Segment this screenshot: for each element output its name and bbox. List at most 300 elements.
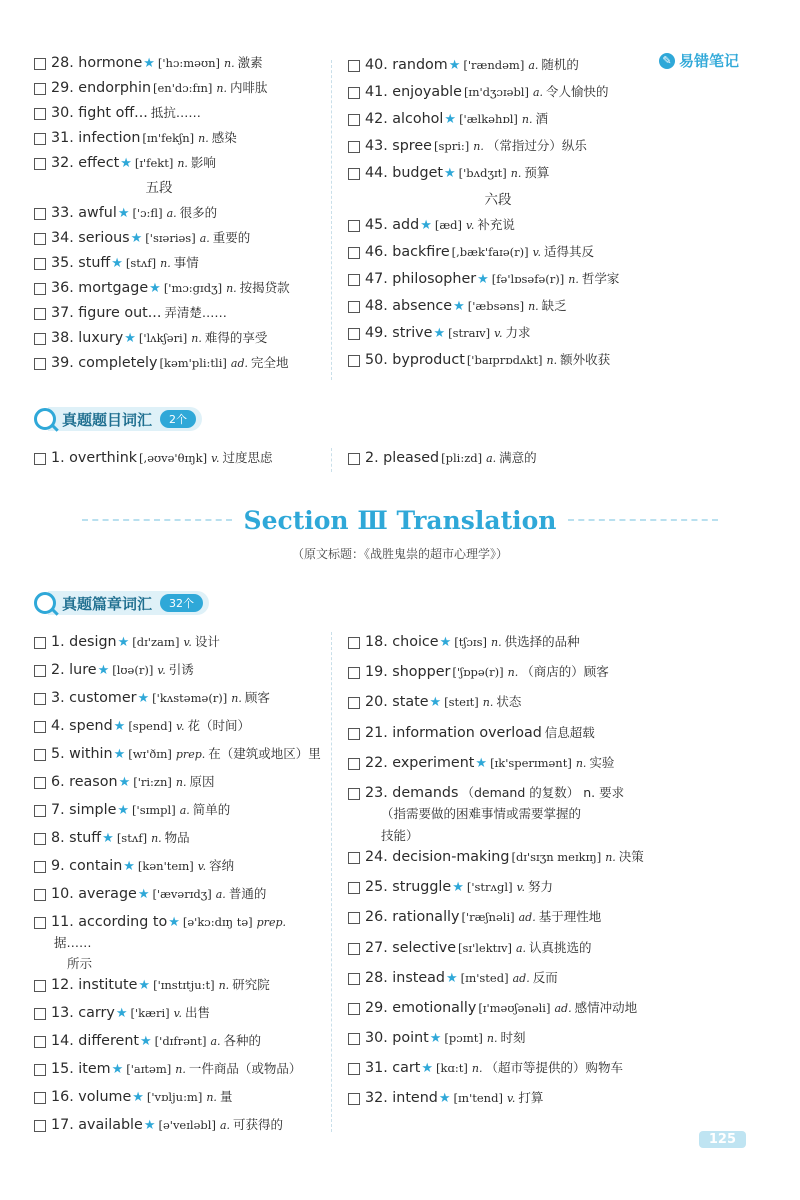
vocab-entry <box>348 907 648 937</box>
vocab-entry <box>34 78 324 103</box>
vocab-word: 12. institute <box>51 977 138 993</box>
phonetic: [straɪv] <box>448 326 491 340</box>
phonetic: [pɔɪnt] <box>444 1031 483 1046</box>
vocab-word: 29. endorphin <box>51 80 152 96</box>
vocab-text <box>51 203 324 224</box>
checkbox[interactable] <box>348 301 360 313</box>
vocab-entry <box>34 688 324 716</box>
section-title-text: Section Ⅲ Translation <box>243 505 557 535</box>
checkbox[interactable] <box>348 943 360 955</box>
definition: 很多的 <box>179 205 218 220</box>
vocab-text <box>365 55 648 76</box>
vocab-text <box>51 828 324 849</box>
phonetic: [ɪn'dʒɔɪəbl] <box>463 85 529 99</box>
checkbox[interactable] <box>348 141 360 153</box>
phonetic: [spri:] <box>433 139 470 153</box>
vocab-entry <box>348 269 648 296</box>
banner-title: 真题题目词汇 <box>62 410 153 429</box>
vocab-word: 21. information overload <box>365 724 542 741</box>
checkbox[interactable] <box>34 58 46 70</box>
vocab-text <box>51 772 324 793</box>
vocab-entry <box>348 1088 648 1118</box>
checkbox[interactable] <box>348 247 360 259</box>
vocab-entry <box>348 1028 648 1058</box>
vocab-word: 20. state <box>365 694 429 711</box>
vocab-word: 17. available <box>51 1117 143 1133</box>
definition: 感情冲动地 <box>574 999 638 1015</box>
part-of-speech: n. <box>191 332 202 345</box>
vocab-word: 24. decision-making <box>365 848 510 865</box>
star-icon: ★ <box>448 58 461 73</box>
vocab-entry <box>348 783 648 847</box>
vocab-entry <box>348 692 648 722</box>
vocab-text <box>365 662 648 683</box>
vocab-entry <box>348 632 648 662</box>
phonetic: [kɑ:t] <box>436 1061 468 1076</box>
vocab-entry <box>34 153 324 178</box>
definition: 努力 <box>527 879 553 895</box>
checkbox[interactable] <box>34 721 46 733</box>
vocab-word: 1. design <box>51 634 117 650</box>
star-icon: ★ <box>123 859 135 874</box>
checkbox[interactable] <box>348 274 360 286</box>
vocab-entry <box>34 744 324 772</box>
banner-title: 真题篇章词汇 <box>62 594 153 613</box>
question-word-left <box>34 448 324 473</box>
page-number: 125 <box>699 1131 746 1148</box>
vocab-text <box>51 716 324 737</box>
brand-title: 易错笔记 <box>679 52 740 70</box>
checkbox[interactable] <box>348 87 360 99</box>
checkbox[interactable] <box>348 788 360 800</box>
vocab-text <box>51 78 324 99</box>
checkbox[interactable] <box>34 283 46 295</box>
checkbox[interactable] <box>34 233 46 245</box>
part-of-speech: ad. <box>512 971 530 985</box>
question-word-right <box>348 448 638 473</box>
part-of-speech: a. <box>179 804 190 817</box>
phonetic: ['ri:zn] <box>133 775 172 789</box>
vocab-word: 1. overthink <box>51 450 138 466</box>
phonetic: [dɪ'zaɪn] <box>132 635 180 649</box>
checkbox[interactable] <box>348 355 360 367</box>
phonetic: [stʌf] <box>116 831 148 845</box>
definition: 物品 <box>164 830 190 845</box>
vocab-entry <box>348 847 648 877</box>
vocab-word: 30. fight off... <box>51 105 148 121</box>
part-of-speech: v. <box>466 219 475 232</box>
part-of-speech: n. <box>521 113 533 126</box>
vocab-entry <box>348 109 648 136</box>
banner-pill <box>48 407 202 431</box>
checkbox[interactable] <box>348 1093 360 1105</box>
phonetic: [ɪn'sted] <box>460 970 509 985</box>
checkbox[interactable] <box>34 83 46 95</box>
part-of-speech: v. <box>157 664 166 677</box>
vocab-entry <box>34 253 324 278</box>
checkbox[interactable] <box>348 1063 360 1075</box>
definition: 据…… <box>54 935 92 950</box>
checkbox[interactable] <box>34 917 46 929</box>
phonetic: ['sɪmpl] <box>132 803 176 817</box>
vocab-entry <box>34 203 324 228</box>
star-icon: ★ <box>475 755 488 771</box>
vocab-entry <box>34 912 324 975</box>
definition-continued: 技能） <box>381 827 419 843</box>
vocab-text <box>365 938 648 959</box>
checkbox[interactable] <box>34 258 46 270</box>
definition: 抵抗…… <box>150 105 201 120</box>
definition: 花（时间） <box>187 718 251 733</box>
star-icon: ★ <box>113 747 126 762</box>
part-of-speech: n. <box>473 140 484 153</box>
definition: 弄清楚…… <box>164 305 227 320</box>
checkbox[interactable] <box>348 912 360 924</box>
part-of-speech: v. <box>506 1092 516 1106</box>
vocab-word: 5. within <box>51 746 113 762</box>
checkbox[interactable] <box>34 1092 46 1104</box>
vocab-word: 49. strive <box>365 325 433 341</box>
vocab-word: 16. volume <box>51 1089 132 1105</box>
vocab-entry <box>34 856 324 884</box>
phonetic: ['ælkəhɒl] <box>459 112 518 126</box>
vocab-text <box>51 128 324 149</box>
part-of-speech: a. <box>515 941 527 955</box>
vocab-word: 32. effect <box>51 155 120 171</box>
definition: （demand 的复数） n. 要求 <box>461 784 625 800</box>
definition: 信息超载 <box>544 724 595 740</box>
vocab-text <box>365 269 648 290</box>
vocab-text <box>365 323 648 344</box>
star-icon: ★ <box>117 803 130 818</box>
vocab-text <box>51 660 324 681</box>
word-list-passage-right <box>348 632 648 1119</box>
definition: 研究院 <box>232 977 270 992</box>
vocab-text <box>365 296 648 317</box>
checkbox[interactable] <box>34 749 46 761</box>
phonetic: ['ævərɪdʒ] <box>152 887 212 901</box>
star-icon: ★ <box>477 272 489 287</box>
checkbox[interactable] <box>34 805 46 817</box>
decorative-dashed-line <box>82 519 232 521</box>
magnifier-icon <box>34 408 56 430</box>
vocab-word: 28. instead <box>365 969 446 986</box>
checkbox[interactable] <box>348 667 360 679</box>
vocab-word: 10. average <box>51 886 137 902</box>
phonetic: [wɪ'ðɪn] <box>128 747 172 761</box>
part-of-speech: v. <box>532 246 542 259</box>
vocab-word: 29. emotionally <box>365 999 477 1016</box>
vocab-entry <box>348 448 638 473</box>
star-icon: ★ <box>443 166 456 181</box>
checkbox[interactable] <box>34 308 46 320</box>
vocab-entry <box>348 215 648 242</box>
vocab-entry <box>34 828 324 856</box>
definition: 难得的享受 <box>204 330 268 345</box>
definition: 适得其反 <box>544 244 595 259</box>
definition: 随机的 <box>541 57 579 72</box>
vocab-text <box>365 998 648 1019</box>
vocab-word: 46. backfire <box>365 244 450 260</box>
vocab-word: 25. struggle <box>365 879 452 896</box>
vocab-word: 40. random <box>365 57 448 73</box>
vocab-text <box>365 215 648 236</box>
definition: 哲学家 <box>581 271 620 286</box>
vocab-word: 6. reason <box>51 774 118 790</box>
checkbox[interactable] <box>348 697 360 709</box>
vocab-text <box>365 632 648 653</box>
vocab-text <box>365 1058 648 1079</box>
vocab-entry <box>348 753 648 783</box>
vocab-word: 33. awful <box>51 205 117 221</box>
vocab-word: 9. contain <box>51 858 123 874</box>
checkbox[interactable] <box>348 60 360 72</box>
part-of-speech: v. <box>176 720 185 733</box>
definition: 各种的 <box>223 1033 262 1048</box>
checkbox[interactable] <box>34 133 46 145</box>
star-icon: ★ <box>111 1062 124 1077</box>
vocab-entry <box>348 82 648 109</box>
checkbox[interactable] <box>348 852 360 864</box>
phonetic: ['æbsəns] <box>467 299 525 313</box>
checkbox[interactable] <box>348 453 360 465</box>
checkbox[interactable] <box>348 882 360 894</box>
vocab-word: 50. byproduct <box>365 352 465 368</box>
definition: 酒 <box>535 111 549 126</box>
vocab-word: 48. absence <box>365 298 453 314</box>
phonetic: [ə'veɪləbl] <box>158 1118 216 1132</box>
checkbox[interactable] <box>348 168 360 180</box>
checkbox[interactable] <box>34 1008 46 1020</box>
star-icon: ★ <box>429 1031 442 1047</box>
checkbox[interactable] <box>34 777 46 789</box>
brand-logo <box>659 50 739 71</box>
star-icon: ★ <box>420 218 432 233</box>
checkbox[interactable] <box>34 665 46 677</box>
vocab-entry <box>34 975 324 1003</box>
checkbox[interactable] <box>34 833 46 845</box>
checkbox[interactable] <box>348 637 360 649</box>
checkbox[interactable] <box>348 114 360 126</box>
vocab-text <box>51 448 324 469</box>
vocab-text <box>51 103 324 123</box>
vocab-entry <box>34 632 324 660</box>
vocab-word: 11. according to <box>51 914 168 930</box>
star-icon: ★ <box>143 1118 156 1133</box>
vocab-entry <box>348 55 648 82</box>
checkbox[interactable] <box>34 453 46 465</box>
checkbox[interactable] <box>348 1003 360 1015</box>
part-of-speech: n. <box>175 1063 186 1076</box>
vocab-entry <box>348 350 648 377</box>
source-note: （原文标题：《战胜鬼祟的超市心理学》） <box>291 547 508 561</box>
vocab-word: 42. alcohol <box>365 111 444 127</box>
star-icon: ★ <box>429 695 442 711</box>
vocab-entry <box>348 323 648 350</box>
star-icon: ★ <box>137 691 150 706</box>
part-of-speech: prep. <box>175 748 206 761</box>
part-of-speech: n. <box>471 1062 483 1076</box>
phonetic: [ɪk'sperɪmənt] <box>490 755 572 770</box>
vocab-entry <box>348 998 648 1028</box>
checkbox[interactable] <box>348 973 360 985</box>
vocab-text <box>51 153 324 174</box>
part-of-speech: n. <box>216 82 227 95</box>
part-of-speech: v. <box>173 1007 183 1020</box>
checkbox[interactable] <box>348 1033 360 1045</box>
vocab-text <box>51 253 324 274</box>
definition: 出售 <box>185 1005 211 1020</box>
part-of-speech: a. <box>210 1035 221 1048</box>
vocab-entry <box>34 716 324 744</box>
vocab-word: 7. simple <box>51 802 117 818</box>
vocab-word: 13. carry <box>51 1005 115 1021</box>
phonetic: ['kʌstəmə(r)] <box>152 691 228 705</box>
part-of-speech: n. <box>575 756 587 770</box>
vocab-text <box>51 800 324 821</box>
part-of-speech: n. <box>226 282 237 295</box>
vocab-entry <box>348 163 648 190</box>
definition: 设计 <box>194 634 220 649</box>
phonetic: [kən'teɪn] <box>137 859 194 873</box>
definition: 令人愉快的 <box>546 84 609 99</box>
part-of-speech: v. <box>197 860 207 873</box>
vocab-text <box>51 632 324 653</box>
checkbox[interactable] <box>348 328 360 340</box>
part-of-speech: n. <box>546 354 558 367</box>
definition: 感染 <box>211 130 237 145</box>
star-icon: ★ <box>124 331 136 346</box>
vocab-word: 3. customer <box>51 690 137 706</box>
star-icon: ★ <box>438 1091 451 1107</box>
column-divider <box>331 448 332 472</box>
vocab-text <box>51 744 324 765</box>
checkbox[interactable] <box>34 889 46 901</box>
definition: 影响 <box>190 155 216 170</box>
star-icon: ★ <box>118 775 131 790</box>
definition: 决策 <box>618 848 644 864</box>
definition: 供选择的品种 <box>504 634 580 649</box>
vocab-word: 43. spree <box>365 138 432 154</box>
vocab-entry <box>348 938 648 968</box>
vocab-word: 4. spend <box>51 718 113 734</box>
checkbox[interactable] <box>348 728 360 740</box>
part-of-speech: n. <box>177 157 188 170</box>
vocab-entry <box>34 53 324 78</box>
checkbox[interactable] <box>348 758 360 770</box>
checkbox[interactable] <box>34 108 46 120</box>
part-of-speech: n. <box>486 1032 498 1046</box>
checkbox[interactable] <box>34 1036 46 1048</box>
part-of-speech: n. <box>507 666 519 680</box>
vocab-text <box>51 912 324 975</box>
vocab-word: 19. shopper <box>365 664 451 681</box>
vocab-word: 28. hormone <box>51 55 143 71</box>
star-icon: ★ <box>97 663 110 678</box>
vocab-entry <box>34 128 324 153</box>
definition: 打算 <box>518 1090 544 1106</box>
part-of-speech: n. <box>231 692 242 705</box>
checkbox[interactable] <box>34 208 46 220</box>
banner-question-words <box>34 406 202 432</box>
vocab-entry <box>348 296 648 323</box>
vocab-entry <box>34 303 324 328</box>
vocab-word: 2. lure <box>51 662 97 678</box>
checkbox[interactable] <box>34 358 46 370</box>
checkbox[interactable] <box>34 861 46 873</box>
part-of-speech: n. <box>491 636 502 649</box>
vocab-entry <box>34 1059 324 1087</box>
vocab-word: 15. item <box>51 1061 111 1077</box>
banner-pill <box>48 591 209 615</box>
vocab-text <box>51 53 324 74</box>
star-icon: ★ <box>453 299 465 314</box>
vocab-entry <box>348 968 648 998</box>
vocab-text <box>51 278 324 299</box>
definition: 过度思虑 <box>222 450 273 465</box>
vocab-text <box>365 692 648 713</box>
vocab-entry <box>34 278 324 303</box>
vocab-text <box>365 783 648 847</box>
star-icon: ★ <box>143 56 155 71</box>
definition: （商店的）顾客 <box>521 664 609 680</box>
vocab-text <box>365 877 648 898</box>
star-icon: ★ <box>168 915 180 930</box>
checkbox[interactable] <box>34 980 46 992</box>
paragraph-subhead: 六段 <box>484 192 512 208</box>
star-icon: ★ <box>138 978 151 993</box>
phonetic: [ə'kɔ:dɪŋ tə] <box>182 915 253 929</box>
vocab-text <box>365 968 648 989</box>
part-of-speech: n. <box>482 696 494 710</box>
part-of-speech: v. <box>516 881 525 895</box>
part-of-speech: prep. <box>256 916 286 929</box>
definition: 基于理性地 <box>538 909 602 925</box>
part-of-speech: a. <box>528 59 539 72</box>
pen-circle-icon: ✎ <box>659 53 675 69</box>
star-icon: ★ <box>132 1090 144 1105</box>
checkbox[interactable] <box>34 637 46 649</box>
vocab-entry <box>34 328 324 353</box>
definition: 原因 <box>189 774 215 789</box>
part-of-speech: a. <box>219 1119 230 1132</box>
star-icon: ★ <box>439 635 452 650</box>
checkbox[interactable] <box>34 693 46 705</box>
star-icon: ★ <box>140 1034 152 1049</box>
vocab-text <box>51 1059 324 1080</box>
star-icon: ★ <box>130 231 143 246</box>
checkbox[interactable] <box>34 1120 46 1132</box>
definition: 按揭贷款 <box>239 280 290 295</box>
decorative-dashed-line <box>568 519 718 521</box>
checkbox[interactable] <box>34 1064 46 1076</box>
definition: 可获得的 <box>233 1117 284 1132</box>
vocab-word: 41. enjoyable <box>365 84 462 100</box>
checkbox[interactable] <box>34 333 46 345</box>
vocab-entry <box>348 1058 648 1088</box>
star-icon: ★ <box>115 1006 128 1021</box>
part-of-speech: a. <box>215 888 226 901</box>
part-of-speech: n. <box>198 132 209 145</box>
vocab-word: 14. different <box>51 1033 140 1049</box>
part-of-speech: n. <box>160 257 171 270</box>
vocab-word: 37. figure out... <box>51 305 162 321</box>
phonetic: ['bʌdʒɪt] <box>458 166 507 180</box>
star-icon: ★ <box>444 112 457 127</box>
checkbox[interactable] <box>34 158 46 170</box>
vocab-text <box>365 847 648 868</box>
checkbox[interactable] <box>348 220 360 232</box>
